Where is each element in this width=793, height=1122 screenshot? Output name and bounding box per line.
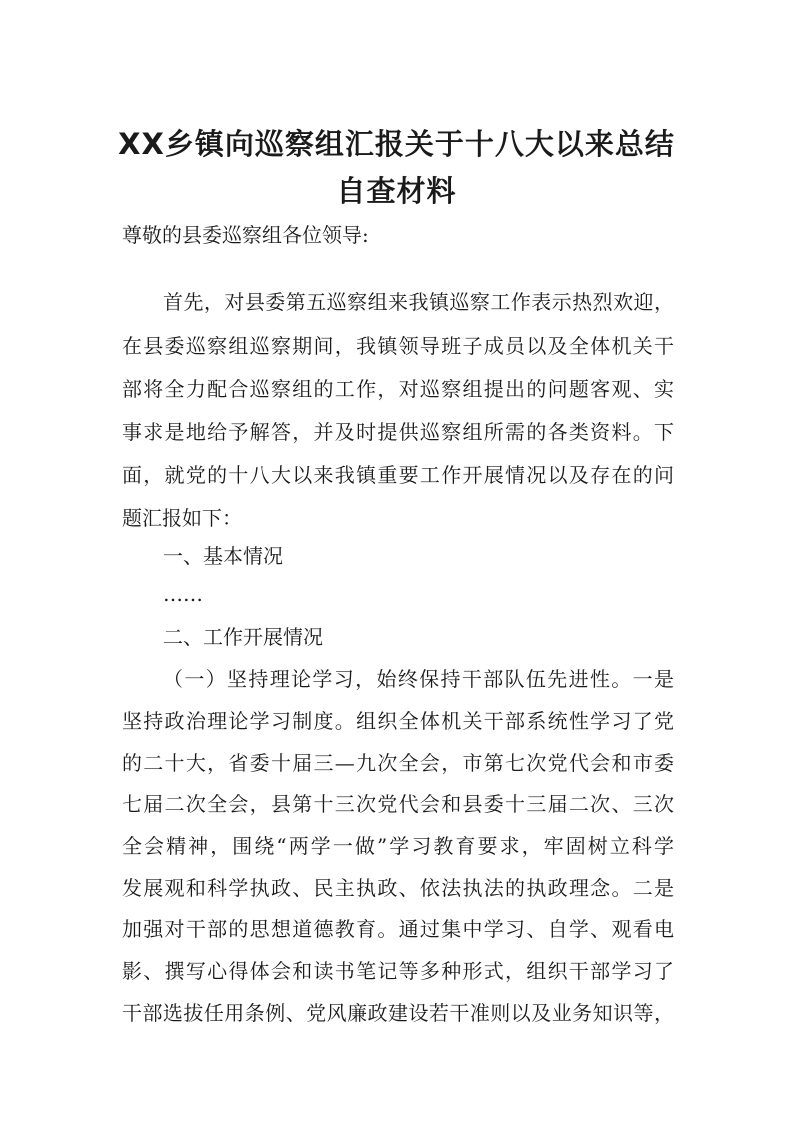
salutation: 尊敬的县委巡察组各位领导:	[122, 223, 369, 247]
paragraph-2-line: 干部选拔任用条例、党风廉政建设若干准则以及业务知识等，	[122, 1001, 674, 1025]
paragraph-2-line: 全会精神，围绕“两学一做”学习教育要求，牢固树立科学	[122, 834, 674, 858]
paragraph-2-line: 七届二次全会，县第十三次党代会和县委十三届二次、三次	[122, 792, 674, 816]
paragraph-1-line: 首先，对县委第五巡察组来我镇巡察工作表示热烈欢迎，	[163, 290, 674, 314]
paragraph-1-line: 部将全力配合巡察组的工作，对巡察组提出的问题客观、实	[122, 377, 674, 401]
paragraph-1-line: 事求是地给予解答，并及时提供巡察组所需的各类资料。下	[122, 420, 674, 444]
paragraph-1-line: 面，就党的十八大以来我镇重要工作开展情况以及存在的问	[122, 463, 674, 487]
paragraph-2-line: 的二十大，省委十届三—九次全会，市第七次党代会和市委	[122, 751, 674, 775]
paragraph-2-line: 影、撰写心得体会和读书笔记等多种形式，组织干部学习了	[122, 959, 674, 983]
paragraph-1-line: 在县委巡察组巡察期间，我镇领导班子成员以及全体机关干	[122, 334, 674, 358]
paragraph-2-line: 加强对干部的思想道德教育。通过集中学习、自学、观看电	[122, 917, 674, 941]
document-title-line-2: 自查材料	[336, 174, 457, 208]
document-title-line-1: XX乡镇向巡察组汇报关于十八大以来总结	[118, 127, 675, 161]
paragraph-2-line: （一）坚持理论学习，始终保持干部队伍先进性。一是	[163, 667, 674, 691]
section-heading-work: 二、工作开展情况	[163, 625, 323, 649]
paragraph-1-line: 题汇报如下：	[122, 506, 242, 530]
paragraph-2-line: 坚持政治理论学习制度。组织全体机关干部系统性学习了党	[122, 709, 674, 733]
section-heading-basic: 一、基本情况	[163, 544, 283, 568]
paragraph-2-line: 发展观和科学执政、民主执政、依法执法的执政理念。二是	[122, 876, 674, 900]
ellipsis: ……	[163, 582, 203, 606]
